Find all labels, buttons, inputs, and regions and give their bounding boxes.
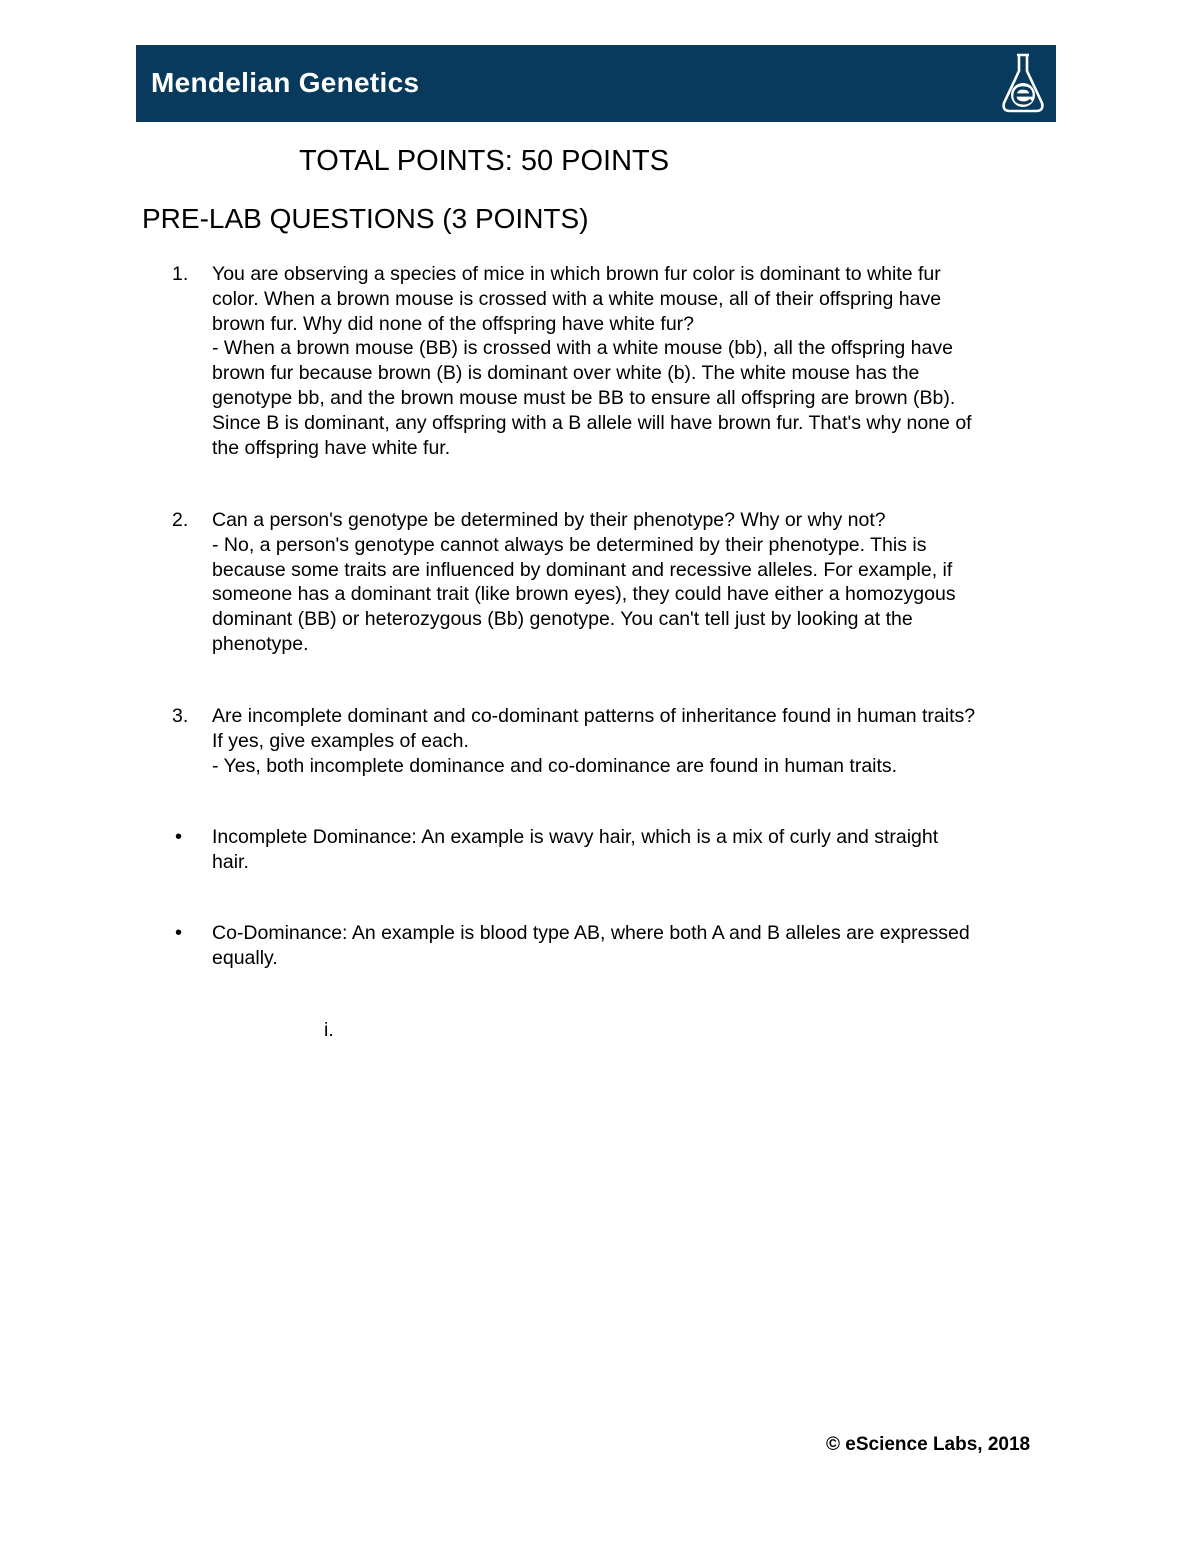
question-line: If yes, give examples of each. [212, 729, 469, 752]
question-3 [172, 704, 1072, 778]
question-line: brown fur. Why did none of the offspring have white fur? [212, 312, 695, 335]
question-line: color. When a brown mouse is crossed with a white mouse, all of their offspring have [212, 287, 942, 310]
answer-line: phenotype. [212, 632, 309, 655]
bullet-line: equally. [212, 946, 278, 969]
bullet-icon: • [175, 826, 183, 848]
bullet-co-dominance [172, 921, 1072, 971]
question-number: 1. [172, 263, 189, 285]
answer-line: - When a brown mouse (BB) is crossed with a white mouse (bb), all the offspring have [212, 337, 953, 360]
question-number: 3. [172, 705, 189, 727]
question-2 [172, 508, 1072, 657]
question-number: 2. [172, 509, 189, 531]
question-1 [172, 262, 1072, 460]
bullet-line: Co-Dominance: An example is blood type AB, where both A and B alleles are expressed [212, 922, 970, 944]
total-points-heading: TOTAL POINTS: 50 POINTS [299, 145, 670, 177]
answer-line: someone has a dominant trait (like brown eyes), they could have either a homozygous [212, 583, 956, 606]
answer-line: the offspring have white fur. [212, 436, 451, 459]
page-title: Mendelian Genetics [151, 67, 420, 98]
answer-line: brown fur because brown (B) is dominant over white (b). The white mouse has the [212, 362, 920, 385]
header-banner [136, 45, 1056, 122]
question-line: Are incomplete dominant and co-dominant patterns of inheritance found in human traits? [212, 705, 976, 727]
question-line: You are observing a species of mice in which brown fur color is dominant to white fur [212, 263, 941, 285]
bullet-icon: • [175, 922, 183, 944]
answer-line: dominant (BB) or heterozygous (Bb) genotype. You can't tell just by looking at the [212, 608, 913, 631]
answer-line: Since B is dominant, any offspring with a B allele will have brown fur. That's why none of [212, 411, 972, 434]
section-heading: PRE-LAB QUESTIONS (3 POINTS) [142, 203, 589, 234]
answer-line: - Yes, both incomplete dominance and co-dominance are found in human traits. [212, 754, 898, 777]
bullet-line: hair. [212, 850, 249, 873]
answer-line: - No, a person's genotype cannot always be determined by their phenotype. This is [212, 533, 927, 556]
flask-icon [998, 51, 1048, 115]
footer-copyright: © eScience Labs, 2018 [826, 1434, 1031, 1455]
bullet-line: Incomplete Dominance: An example is wavy hair, which is a mix of curly and straight [212, 826, 939, 848]
question-line: Can a person's genotype be determined by their phenotype? Why or why not? [212, 509, 886, 531]
answer-line: because some traits are influenced by dominant and recessive alleles. For example, if [212, 558, 953, 581]
answer-line: genotype bb, and the brown mouse must be BB to ensure all offspring are brown (Bb). [212, 386, 956, 409]
bullet-incomplete-dominance [172, 825, 1072, 875]
list-marker: i. [324, 1019, 334, 1041]
